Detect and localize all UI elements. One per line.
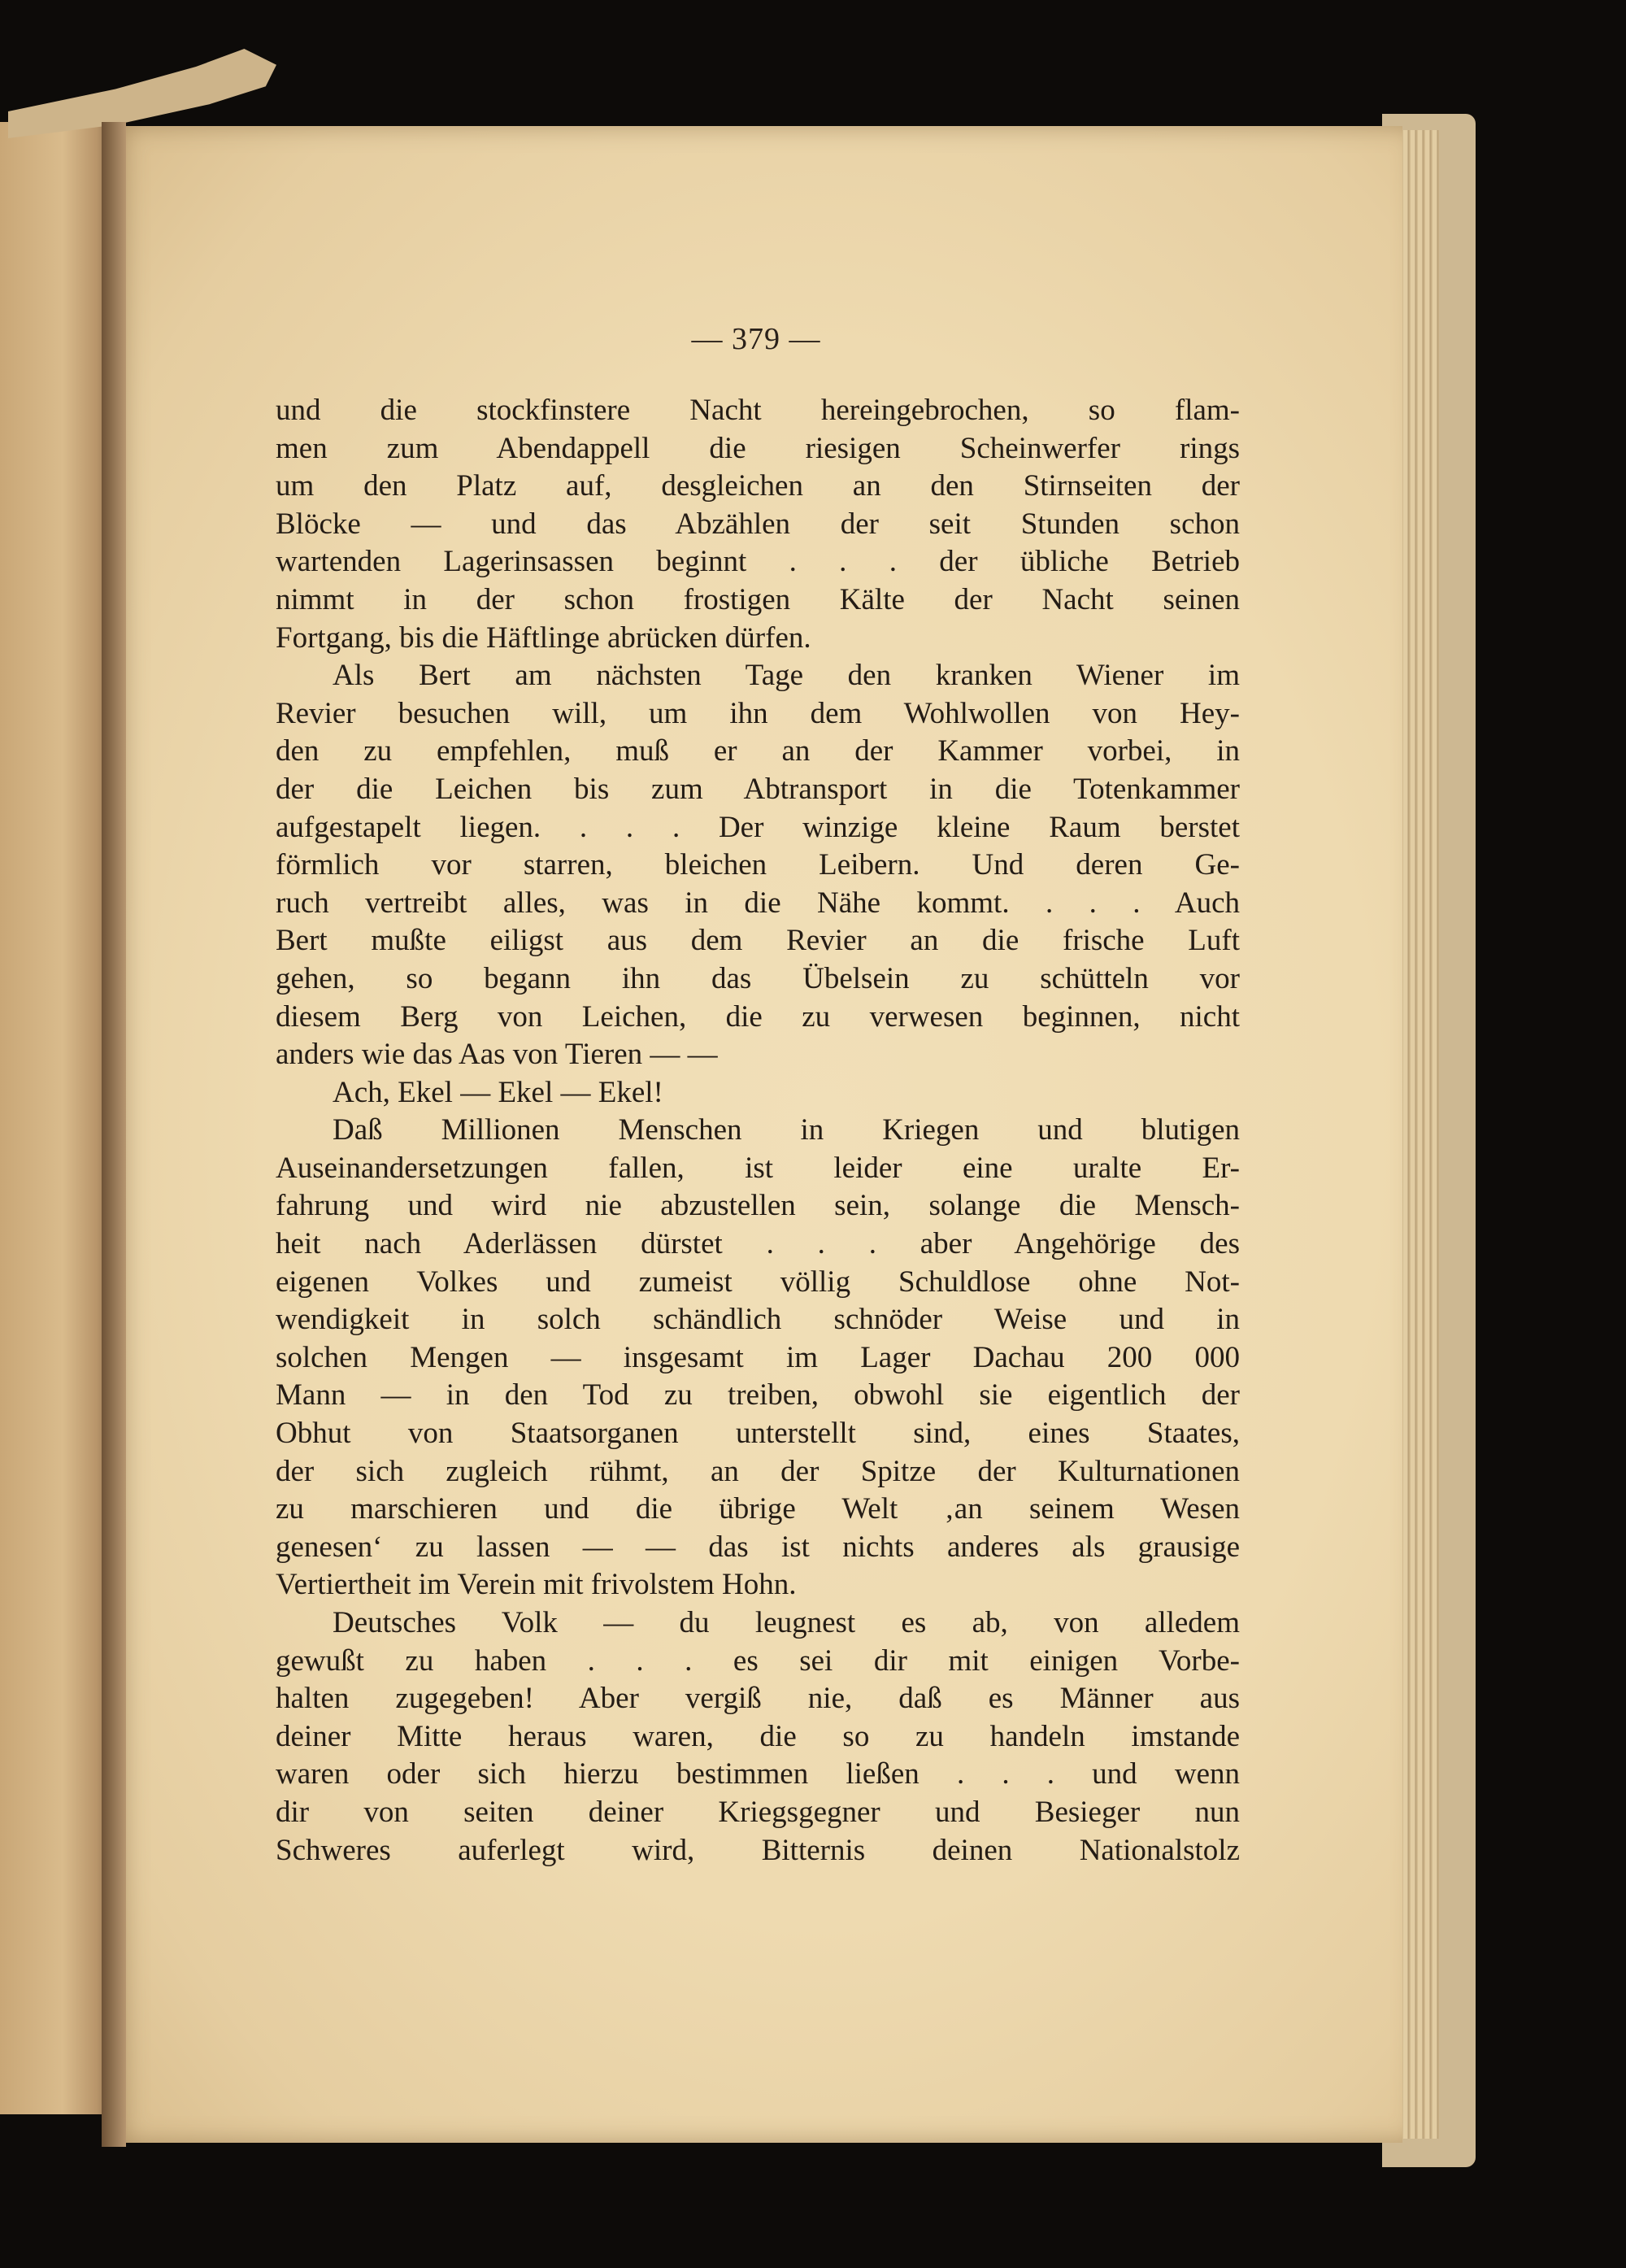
text-line: heit nach Aderlässen dürstet . . . aber Angehörige des [276,1227,1240,1261]
text-line: deiner Mitte heraus waren, die so zu handeln imstande [276,1719,1240,1753]
text-line: wartenden Lagerinsassen beginnt . . . der übliche Betrieb [276,545,1240,579]
text-line: Deutsches Volk — du leugnest es ab, von alledem [333,1606,1240,1639]
text-line: anders wie das Aas von Tieren — — [276,1038,718,1072]
text-line: der die Leichen bis zum Abtransport in die Totenkammer [276,772,1240,806]
facing-page-edge [0,122,114,2114]
text-line: um den Platz auf, desgleichen an den Stirnseiten der [276,469,1240,503]
text-line: Ach, Ekel — Ekel — Ekel! [333,1075,663,1109]
body-text [276,392,1240,1870]
text-line: gewußt zu haben . . . es sei dir mit einigen Vorbe- [276,1643,1240,1678]
book-gutter-shadow [102,122,126,2147]
text-line: Vertiertheit im Verein mit frivolstem Hohn. [276,1568,797,1602]
text-line: förmlich vor starren, bleichen Leibern. Und deren Ge- [276,848,1240,882]
text-line: ruch vertreibt alles, was in die Nähe kommt. . . . Auch [276,886,1240,920]
text-line: gehen, so begann ihn das Übelsein zu schütteln vor [276,961,1240,995]
text-line: nimmt in der schon frostigen Kälte der Nacht seinen [276,582,1240,616]
text-line: Auseinandersetzungen fallen, ist leider eine uralte Er- [276,1151,1240,1185]
book-page [110,126,1402,2143]
text-line: halten zugegeben! Aber vergiß nie, daß es Männer aus [276,1682,1240,1716]
text-line: Blöcke — und das Abzählen der seit Stunden schon [276,507,1240,541]
text-line: diesem Berg von Leichen, die zu verwesen beginnen, nicht [276,999,1240,1034]
text-line: solchen Mengen — insgesamt im Lager Dachau 200 000 [276,1340,1240,1374]
text-line: Obhut von Staatsorganen unterstellt sind, eines Staates, [276,1417,1240,1451]
text-line: zu marschieren und die übrige Welt ‚an seinem Wesen [276,1492,1240,1526]
text-line: Daß Millionen Menschen in Kriegen und blutigen [333,1113,1240,1147]
text-line: Mann — in den Tod zu treiben, obwohl sie eigentlich der [276,1378,1240,1413]
text-line: Fortgang, bis die Häftlinge abrücken dürfen. [276,620,811,655]
text-line: den zu empfehlen, muß er an der Kammer vorbei, in [276,734,1240,768]
text-line: eigenen Volkes und zumeist völlig Schuldlose ohne Not- [276,1265,1240,1299]
text-line: wendigkeit in solch schändlich schnöder Weise und in [276,1303,1240,1337]
text-line: men zum Abendappell die riesigen Scheinwerfer rings [276,431,1240,465]
text-line: waren oder sich hierzu bestimmen ließen . . . und wenn [276,1757,1240,1791]
text-line: fahrung und wird nie abzustellen sein, solange die Mensch- [276,1189,1240,1223]
text-line: Revier besuchen will, um ihn dem Wohlwollen von Hey- [276,696,1240,730]
text-line: Schweres auferlegt wird, Bitternis deinen Nationalstolz [276,1833,1240,1867]
text-line: Als Bert am nächsten Tage den kranken Wiener im [333,659,1240,693]
text-line: aufgestapelt liegen. . . . Der winzige kleine Raum berstet [276,810,1240,844]
text-line: dir von seiten deiner Kriegsgegner und Besieger nun [276,1795,1240,1829]
text-line: Bert mußte eiligst aus dem Revier an die frische Luft [276,924,1240,958]
text-line: der sich zugleich rühmt, an der Spitze der Kulturnationen [276,1454,1240,1488]
text-line: und die stockfinstere Nacht hereingebrochen, so flam- [276,394,1240,427]
page-number: — 379 — [691,322,821,356]
text-line: genesen‘ zu lassen — — das ist nichts anderes als grausige [276,1530,1240,1564]
torn-spine-flap [8,49,276,138]
